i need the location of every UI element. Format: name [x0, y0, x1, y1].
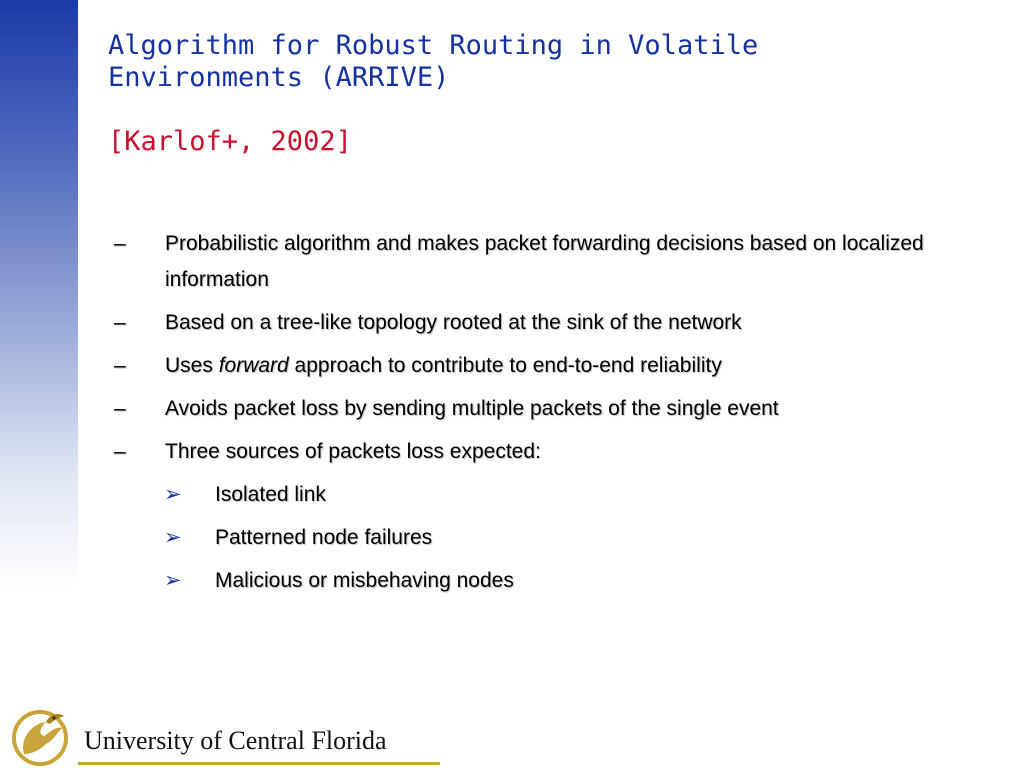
sub-bullet-item	[112, 477, 1002, 513]
bullet-text-emphasis: forward	[218, 354, 289, 377]
university-name: University of Central Florida	[84, 726, 387, 755]
title-line-2: Environments (ARRIVE)	[108, 62, 450, 93]
dash-marker: –	[114, 440, 126, 463]
pegasus-logo-icon	[10, 706, 72, 768]
bullet-list	[112, 226, 1002, 606]
side-gradient-band	[0, 0, 78, 590]
dash-marker: –	[114, 397, 126, 420]
arrow-bullet-icon: ➢	[164, 569, 182, 592]
dash-marker: –	[114, 232, 126, 255]
bullet-text: Avoids packet loss by sending multiple packets of the single event	[165, 397, 779, 420]
sub-bullet-item	[112, 520, 1002, 556]
sub-bullet-item	[112, 563, 1002, 599]
arrow-bullet-icon: ➢	[164, 526, 182, 549]
bullet-item	[112, 348, 1002, 384]
bullet-text-start: Uses	[165, 354, 219, 377]
bullet-text: Based on a tree-like topology rooted at the sink of the network	[165, 311, 742, 334]
sub-bullet-text: Patterned node failures	[215, 526, 433, 549]
footer-gold-rule	[78, 762, 440, 765]
title-line-1: Algorithm for Robust Routing in Volatile	[108, 30, 759, 61]
dash-marker: –	[114, 354, 126, 377]
arrow-bullet-icon: ➢	[164, 483, 182, 506]
sub-bullet-text: Malicious or misbehaving nodes	[215, 569, 514, 592]
dash-marker: –	[114, 311, 126, 334]
bullet-item	[112, 226, 1002, 298]
bullet-item	[112, 434, 1002, 470]
citation-subtitle: [Karlof+, 2002]	[108, 126, 352, 157]
university-footer	[10, 706, 450, 768]
bullet-item	[112, 305, 1002, 341]
sub-bullet-text: Isolated link	[215, 483, 326, 506]
slide-title	[108, 30, 988, 94]
bullet-text: Probabilistic algorithm and makes packet forwarding decisions based on localized information	[165, 232, 924, 291]
bullet-text: Three sources of packets loss expected:	[165, 440, 541, 463]
bullet-item	[112, 391, 1002, 427]
bullet-text-end: approach to contribute to end-to-end reliability	[288, 354, 722, 377]
